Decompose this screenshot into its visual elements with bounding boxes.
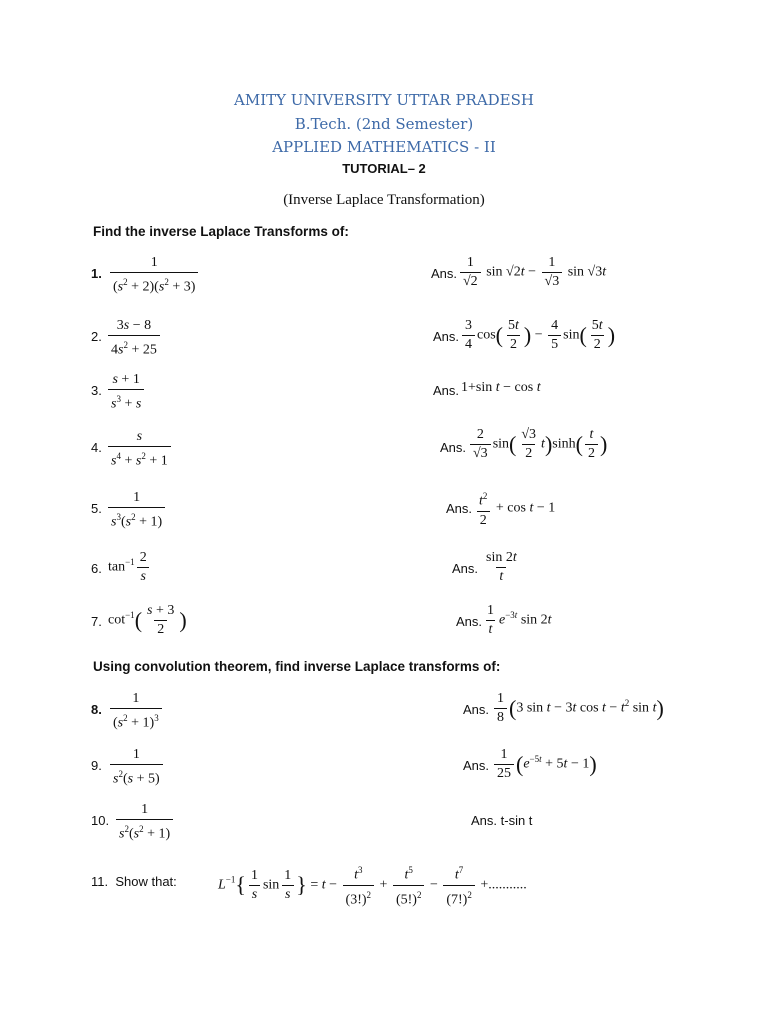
problem-number: 11. [91,874,109,889]
section-heading-convolution: Using convolution theorem, find inverse Laplace transforms of: [93,659,501,674]
answer-expression: $\frac{1}{t}$ $e^{-3t}$ sin 2t [487,603,552,637]
problem-number: 6. [91,561,102,576]
answer-label: Ans. [452,561,479,576]
problem-number: 2. [91,329,102,344]
problem-expression: $\frac{s}{s^4 + s^2 + 1}$ [106,429,173,470]
problem-number: 4. [91,440,102,455]
problem-expression: $\frac{1}{(s^2 + 1)^3}$ [108,691,164,732]
problem-number: 5. [91,501,102,516]
answer-expression: 1+sin t − cos t [461,380,541,395]
tutorial-title: TUTORIAL– 2 [342,161,426,176]
answer-label: Ans. [433,329,460,344]
subject-title: APPLIED MATHEMATICS - II [272,138,496,156]
problem-expression: $L^{-1}${ $\frac{1}{s}$ sin $\frac{1}{s}$ } = t − $\frac{t^3}{(3!)^2}$ + $\frac{t^5}{(5!)^2}$ − $\frac{t^7}{(7!)^2}$ +........... [218,865,527,908]
problem-number: 3. [91,383,102,398]
answer-label: Ans. [433,383,460,398]
problem-expression: $\cot^{-1}$( $\frac{s + 3}{2}$ ) [108,603,187,637]
answer-label: Ans. [440,440,467,455]
answer-expression: $\frac{1}{25}$ $(e^{-5t} + 5t - 1)$ [492,747,597,782]
problem-number: 10. [91,813,110,828]
problem-number: 1. [91,266,102,281]
section-heading-find: Find the inverse Laplace Transforms of: [93,224,349,239]
problem-number: 9. [91,758,102,773]
answer-label: Ans. [463,758,490,773]
show-that-text: Show that: [115,874,177,889]
course-title: B.Tech. (2nd Semester) [294,115,474,133]
problem-expression: $\frac{3s - 8}{4s^2 + 25}$ [106,318,162,359]
answer-label: Ans. [431,266,458,281]
answer-expression: $\frac{t^2}{2}$ + cos t − 1 [474,488,555,529]
answer-expression: $\frac{1}{8}$ (3 sin t − 3t $\cos t - t^2$ sin t) [492,691,664,726]
problem-number: 7. [91,614,102,629]
show-that-label [91,874,177,889]
answer-expression: $\frac{3}{4}$ cos( $\frac{5t}{2}$ ) − $\frac{4}{5}$ sin( $\frac{5t}{2}$ ) [460,318,615,353]
answer-expression: $\frac{2}{√3}$ sin( $\frac{√3}{2}$ t)sinh( $\frac{t}{2}$ ) [468,427,607,462]
answer-label: Ans. [446,501,473,516]
problem-expression: $\frac{1}{s^2(s + 5)}$ [108,747,165,788]
answer-label: Ans. [456,614,483,629]
problem-expression: $\frac{1}{s^3(s^2 + 1)}$ [106,490,167,531]
answer-expression: $\frac{1}{√2}$ sin √2t − $\frac{1}{√3}$ sin √3t [458,255,606,290]
topic-subtitle: (Inverse Laplace Transformation) [283,192,485,208]
answer-label: Ans. [463,702,490,717]
university-title: AMITY UNIVERSITY UTTAR PRADESH [234,91,534,109]
problem-expression: $\tan^{-1}$ $\frac{2}{s}$ [108,550,152,585]
problem-number: 8. [91,702,102,717]
answer-text: Ans. t-sin t [471,813,533,828]
problem-expression: $\frac{s + 1}{s^3 + s}$ [106,372,146,413]
problem-expression: $\frac{1}{(s^2 + 2)(s^2 + 3)}$ [108,255,200,296]
answer-expression: $\frac{\sin 2t}{t}$ [486,550,517,584]
problem-expression: $\frac{1}{s^2(s^2 + 1)}$ [114,802,175,843]
